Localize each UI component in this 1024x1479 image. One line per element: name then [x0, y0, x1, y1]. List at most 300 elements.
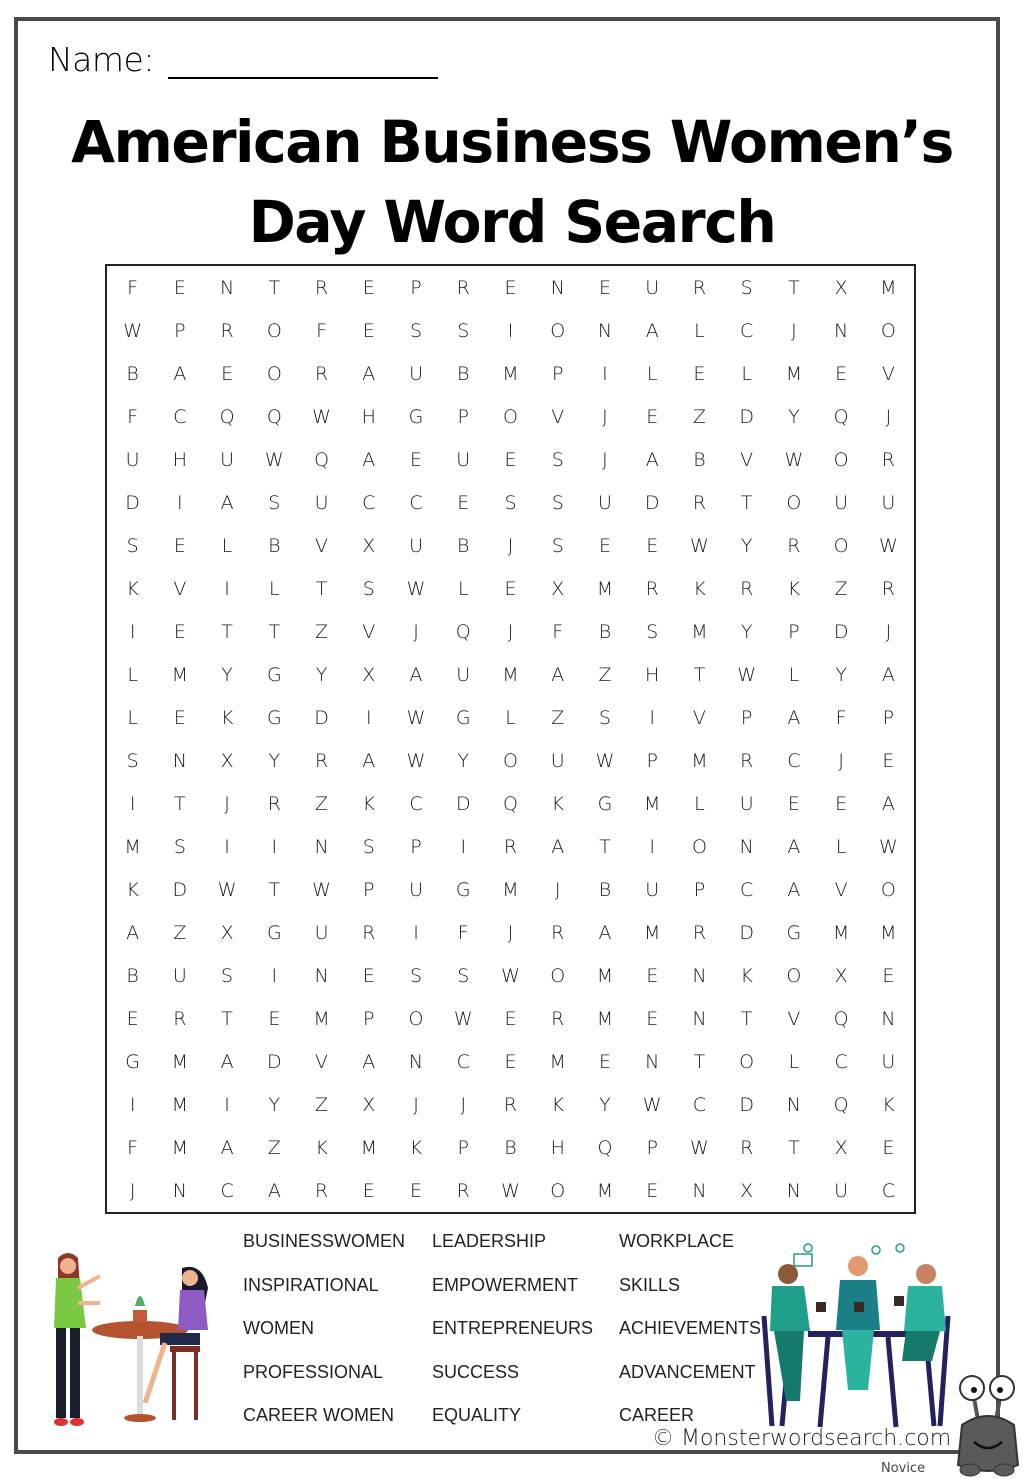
grid-letter[interactable]: U	[220, 448, 235, 471]
grid-letter[interactable]: C	[409, 491, 423, 514]
grid-letter[interactable]: Y	[457, 749, 470, 772]
grid-letter[interactable]: D	[833, 620, 849, 643]
letter-grid[interactable]	[105, 264, 916, 1214]
grid-letter[interactable]: E	[646, 964, 659, 987]
grid-letter[interactable]: T	[315, 577, 328, 600]
grid-letter[interactable]: O	[786, 964, 802, 987]
grid-letter[interactable]: E	[173, 706, 186, 729]
grid-letter[interactable]: W	[878, 835, 898, 858]
grid-letter[interactable]: I	[224, 1093, 230, 1116]
grid-letter[interactable]: S	[221, 964, 234, 987]
grid-letter[interactable]: I	[602, 362, 608, 385]
grid-letter[interactable]: E	[504, 1050, 517, 1073]
grid-letter[interactable]: J	[885, 620, 892, 643]
grid-letter[interactable]: N	[786, 1179, 801, 1202]
grid-letter[interactable]: E	[598, 276, 611, 299]
grid-letter[interactable]: M	[880, 276, 897, 299]
grid-letter[interactable]: A	[787, 878, 801, 901]
grid-letter[interactable]: C	[456, 1050, 470, 1073]
grid-letter[interactable]: E	[504, 1007, 517, 1030]
grid-letter[interactable]: M	[171, 1093, 189, 1116]
grid-letter[interactable]: L	[788, 1050, 800, 1073]
grid-letter[interactable]: X	[362, 663, 376, 686]
grid-letter[interactable]: A	[173, 362, 187, 385]
grid-letter[interactable]: W	[690, 1136, 709, 1159]
grid-letter[interactable]: X	[362, 1093, 376, 1116]
grid-letter[interactable]: E	[268, 1007, 281, 1030]
grid-letter[interactable]: N	[597, 319, 613, 342]
grid-letter[interactable]: I	[507, 319, 514, 342]
grid-letter[interactable]: E	[646, 405, 659, 428]
grid-letter[interactable]: Q	[833, 1007, 849, 1030]
grid-letter[interactable]: A	[409, 663, 423, 686]
grid-letter[interactable]: C	[409, 792, 423, 815]
grid-letter[interactable]: M	[502, 663, 519, 686]
grid-letter[interactable]: A	[362, 749, 376, 772]
grid-letter[interactable]: P	[457, 405, 469, 428]
grid-letter[interactable]: X	[551, 577, 565, 600]
grid-letter[interactable]: E	[173, 534, 186, 557]
grid-letter[interactable]: T	[221, 620, 233, 643]
grid-letter[interactable]: P	[410, 835, 422, 858]
grid-letter[interactable]: O	[880, 319, 896, 342]
grid-letter[interactable]: D	[125, 491, 140, 514]
grid-letter[interactable]: W	[453, 1007, 473, 1030]
grid-letter[interactable]: S	[362, 577, 375, 600]
grid-letter[interactable]: L	[694, 792, 705, 815]
grid-letter[interactable]: W	[406, 706, 426, 729]
grid-letter[interactable]: U	[834, 1179, 849, 1202]
grid-letter[interactable]: E	[504, 577, 517, 600]
grid-letter[interactable]: B	[268, 534, 281, 557]
grid-letter[interactable]: U	[881, 1050, 896, 1073]
grid-letter[interactable]: V	[881, 362, 895, 385]
grid-letter[interactable]: P	[740, 706, 753, 729]
grid-letter[interactable]: J	[507, 534, 514, 557]
grid-letter[interactable]: E	[646, 1179, 659, 1202]
grid-letter[interactable]: J	[413, 1093, 419, 1116]
grid-letter[interactable]: G	[125, 1050, 140, 1073]
grid-letter[interactable]: I	[460, 835, 467, 858]
grid-letter[interactable]: P	[363, 878, 375, 901]
grid-letter[interactable]: J	[885, 405, 892, 428]
grid-letter[interactable]: Q	[266, 405, 282, 428]
grid-letter[interactable]: E	[882, 749, 895, 772]
grid-letter[interactable]: N	[645, 1050, 660, 1073]
grid-letter[interactable]: N	[881, 1007, 896, 1030]
grid-letter[interactable]: T	[693, 663, 706, 686]
grid-letter[interactable]: E	[221, 362, 234, 385]
grid-letter[interactable]: I	[224, 835, 230, 858]
grid-letter[interactable]: R	[362, 921, 376, 944]
grid-letter[interactable]: U	[645, 276, 660, 299]
grid-letter[interactable]: N	[172, 749, 187, 772]
grid-letter[interactable]: Y	[599, 1093, 611, 1116]
grid-letter[interactable]: K	[740, 964, 753, 987]
grid-letter[interactable]: F	[835, 706, 847, 729]
grid-letter[interactable]: Q	[455, 620, 471, 643]
grid-letter[interactable]: E	[693, 362, 706, 385]
grid-letter[interactable]: W	[878, 534, 898, 557]
grid-letter[interactable]: X	[220, 921, 234, 944]
grid-letter[interactable]: J	[838, 749, 844, 772]
grid-letter[interactable]: O	[503, 749, 518, 772]
grid-letter[interactable]: P	[882, 706, 895, 729]
grid-letter[interactable]: M	[643, 792, 661, 815]
grid-letter[interactable]: S	[126, 534, 139, 557]
grid-letter[interactable]: S	[551, 491, 564, 514]
grid-letter[interactable]: R	[740, 577, 754, 600]
grid-letter[interactable]: R	[456, 1179, 470, 1202]
grid-letter[interactable]: J	[602, 405, 608, 428]
grid-letter[interactable]: O	[786, 491, 802, 514]
grid-letter[interactable]: W	[123, 319, 143, 342]
grid-letter[interactable]: W	[264, 448, 284, 471]
grid-letter[interactable]: Z	[692, 405, 706, 428]
grid-letter[interactable]: I	[649, 706, 655, 729]
grid-letter[interactable]: M	[313, 1007, 330, 1030]
grid-letter[interactable]: X	[834, 276, 848, 299]
grid-letter[interactable]: A	[267, 1179, 281, 1202]
grid-letter[interactable]: A	[126, 921, 140, 944]
grid-letter[interactable]: Z	[315, 620, 329, 643]
grid-letter[interactable]: G	[266, 706, 282, 729]
grid-letter[interactable]: V	[315, 1050, 329, 1073]
grid-letter[interactable]: O	[739, 1050, 755, 1073]
grid-letter[interactable]: J	[602, 448, 608, 471]
grid-letter[interactable]: H	[550, 1136, 565, 1159]
grid-letter[interactable]: M	[596, 1007, 614, 1030]
grid-letter[interactable]: E	[362, 319, 375, 342]
grid-letter[interactable]: I	[177, 491, 183, 514]
grid-letter[interactable]: T	[268, 878, 281, 901]
grid-letter[interactable]: R	[692, 491, 707, 514]
grid-letter[interactable]: I	[365, 706, 372, 729]
grid-letter[interactable]: X	[740, 1179, 754, 1202]
grid-letter[interactable]: Y	[268, 749, 281, 772]
grid-letter[interactable]: E	[173, 276, 186, 299]
grid-letter[interactable]: M	[832, 921, 850, 944]
grid-letter[interactable]: E	[173, 620, 186, 643]
grid-letter[interactable]: T	[174, 792, 186, 815]
grid-letter[interactable]: R	[645, 577, 659, 600]
grid-letter[interactable]: E	[787, 792, 800, 815]
grid-letter[interactable]: J	[507, 620, 514, 643]
grid-letter[interactable]: O	[408, 1007, 424, 1030]
grid-letter[interactable]: R	[740, 749, 754, 772]
grid-letter[interactable]: N	[692, 1179, 707, 1202]
grid-letter[interactable]: S	[409, 964, 423, 987]
grid-letter[interactable]: N	[172, 1179, 187, 1202]
grid-letter[interactable]: P	[693, 878, 706, 901]
grid-letter[interactable]: C	[740, 878, 754, 901]
grid-letter[interactable]: X	[834, 1136, 848, 1159]
grid-letter[interactable]: I	[649, 835, 655, 858]
grid-letter[interactable]: O	[266, 362, 282, 385]
grid-letter[interactable]: R	[692, 276, 707, 299]
grid-letter[interactable]: R	[456, 276, 470, 299]
grid-letter[interactable]: B	[598, 878, 612, 901]
grid-letter[interactable]: S	[740, 276, 753, 299]
grid-letter[interactable]: O	[550, 319, 566, 342]
grid-letter[interactable]: F	[316, 319, 328, 342]
grid-letter[interactable]: A	[362, 362, 376, 385]
grid-letter[interactable]: P	[174, 319, 186, 342]
grid-letter[interactable]: A	[598, 921, 612, 944]
grid-letter[interactable]: W	[737, 663, 757, 686]
grid-letter[interactable]: E	[835, 362, 848, 385]
grid-letter[interactable]: M	[596, 964, 614, 987]
grid-letter[interactable]: Q	[833, 1093, 849, 1116]
grid-letter[interactable]: G	[266, 921, 282, 944]
grid-letter[interactable]: F	[552, 620, 564, 643]
grid-letter[interactable]: G	[408, 405, 424, 428]
grid-letter[interactable]: U	[739, 792, 754, 815]
grid-letter[interactable]: M	[549, 1050, 566, 1073]
grid-letter[interactable]: V	[692, 706, 706, 729]
grid-letter[interactable]: H	[645, 663, 660, 686]
grid-letter[interactable]: C	[173, 405, 187, 428]
grid-letter[interactable]: L	[646, 362, 658, 385]
grid-letter[interactable]: A	[551, 663, 565, 686]
grid-letter[interactable]: J	[129, 1179, 136, 1202]
grid-letter[interactable]: W	[642, 1093, 662, 1116]
grid-letter[interactable]: V	[173, 577, 187, 600]
grid-letter[interactable]: R	[740, 1136, 754, 1159]
grid-letter[interactable]: A	[220, 1136, 234, 1159]
grid-letter[interactable]: B	[126, 362, 139, 385]
grid-letter[interactable]: R	[314, 276, 329, 299]
grid-letter[interactable]: A	[645, 319, 659, 342]
grid-letter[interactable]: L	[788, 663, 800, 686]
grid-letter[interactable]: D	[314, 706, 329, 729]
grid-letter[interactable]: I	[129, 620, 136, 643]
grid-letter[interactable]: R	[314, 1179, 329, 1202]
grid-letter[interactable]: X	[362, 534, 376, 557]
grid-letter[interactable]: K	[126, 878, 139, 901]
grid-letter[interactable]: M	[691, 749, 708, 772]
grid-letter[interactable]: U	[314, 491, 329, 514]
grid-letter[interactable]: H	[361, 405, 376, 428]
grid-letter[interactable]: M	[880, 921, 897, 944]
grid-letter[interactable]: O	[833, 534, 849, 557]
grid-letter[interactable]: Y	[268, 1093, 281, 1116]
grid-letter[interactable]: F	[457, 921, 469, 944]
grid-letter[interactable]: V	[362, 620, 376, 643]
grid-letter[interactable]: J	[791, 319, 797, 342]
grid-letter[interactable]: W	[217, 878, 237, 901]
grid-letter[interactable]: Y	[221, 663, 233, 686]
grid-letter[interactable]: Y	[315, 663, 328, 686]
grid-letter[interactable]: L	[694, 319, 705, 342]
grid-letter[interactable]: U	[834, 491, 849, 514]
grid-letter[interactable]: T	[740, 1007, 753, 1030]
grid-letter[interactable]: P	[410, 276, 422, 299]
grid-letter[interactable]: K	[126, 577, 139, 600]
grid-letter[interactable]: S	[504, 491, 517, 514]
grid-letter[interactable]: V	[315, 534, 329, 557]
grid-letter[interactable]: A	[362, 1050, 376, 1073]
grid-letter[interactable]: G	[455, 706, 471, 729]
grid-letter[interactable]: G	[786, 921, 802, 944]
grid-letter[interactable]: Y	[788, 405, 800, 428]
grid-letter[interactable]: N	[408, 1050, 424, 1073]
grid-letter[interactable]: E	[362, 276, 375, 299]
grid-letter[interactable]: U	[409, 534, 423, 557]
grid-letter[interactable]: O	[266, 319, 282, 342]
grid-letter[interactable]: N	[314, 835, 329, 858]
grid-letter[interactable]: Z	[598, 663, 612, 686]
grid-letter[interactable]: L	[835, 835, 847, 858]
grid-letter[interactable]: M	[171, 1050, 189, 1073]
grid-letter[interactable]: L	[741, 362, 752, 385]
grid-letter[interactable]: C	[740, 319, 754, 342]
grid-letter[interactable]: S	[551, 448, 564, 471]
grid-letter[interactable]: M	[171, 1136, 189, 1159]
grid-letter[interactable]: M	[596, 1179, 614, 1202]
grid-letter[interactable]: Q	[503, 792, 518, 815]
grid-letter[interactable]: S	[173, 835, 186, 858]
grid-letter[interactable]: E	[504, 448, 517, 471]
grid-letter[interactable]: A	[787, 835, 801, 858]
grid-letter[interactable]: P	[551, 362, 564, 385]
grid-letter[interactable]: C	[692, 1093, 707, 1116]
grid-letter[interactable]: D	[739, 405, 754, 428]
grid-letter[interactable]: X	[834, 964, 848, 987]
grid-letter[interactable]: Q	[314, 448, 330, 471]
grid-letter[interactable]: D	[739, 921, 754, 944]
grid-letter[interactable]: O	[550, 964, 566, 987]
grid-letter[interactable]: Y	[740, 534, 753, 557]
grid-letter[interactable]: T	[693, 1050, 706, 1073]
grid-letter[interactable]: Y	[835, 663, 847, 686]
grid-letter[interactable]: J	[554, 878, 561, 901]
grid-letter[interactable]: R	[503, 835, 518, 858]
grid-letter[interactable]: O	[503, 405, 518, 428]
grid-letter[interactable]: D	[739, 1093, 754, 1116]
grid-letter[interactable]: A	[787, 706, 801, 729]
grid-letter[interactable]: R	[314, 362, 329, 385]
grid-letter[interactable]: E	[457, 491, 470, 514]
grid-letter[interactable]: K	[362, 792, 376, 815]
grid-letter[interactable]: D	[455, 792, 471, 815]
grid-letter[interactable]: I	[224, 577, 230, 600]
grid-letter[interactable]: R	[220, 319, 234, 342]
grid-letter[interactable]: Z	[551, 706, 565, 729]
grid-letter[interactable]: S	[409, 319, 423, 342]
grid-letter[interactable]: U	[645, 878, 660, 901]
grid-letter[interactable]: U	[409, 362, 423, 385]
grid-letter[interactable]: K	[693, 577, 706, 600]
grid-letter[interactable]: W	[406, 577, 426, 600]
grid-letter[interactable]: R	[787, 534, 801, 557]
grid-letter[interactable]: L	[127, 663, 138, 686]
grid-letter[interactable]: Q	[219, 405, 235, 428]
grid-letter[interactable]: E	[882, 964, 895, 987]
grid-letter[interactable]: N	[834, 319, 849, 342]
grid-letter[interactable]: K	[551, 1093, 564, 1116]
grid-letter[interactable]: N	[550, 276, 565, 299]
grid-letter[interactable]: M	[360, 1136, 377, 1159]
grid-letter[interactable]: I	[129, 1093, 136, 1116]
grid-letter[interactable]: M	[502, 362, 519, 385]
grid-letter[interactable]: J	[460, 1093, 467, 1116]
grid-letter[interactable]: L	[505, 706, 516, 729]
grid-letter[interactable]: R	[881, 448, 895, 471]
grid-letter[interactable]: I	[129, 792, 136, 815]
name-write-line[interactable]	[168, 43, 438, 79]
grid-letter[interactable]: I	[271, 964, 278, 987]
grid-letter[interactable]: O	[880, 878, 896, 901]
grid-letter[interactable]: N	[219, 276, 235, 299]
grid-letter[interactable]: U	[881, 491, 896, 514]
grid-letter[interactable]: J	[413, 620, 419, 643]
grid-letter[interactable]: U	[550, 749, 565, 772]
grid-letter[interactable]: W	[312, 878, 331, 901]
grid-letter[interactable]: A	[881, 663, 895, 686]
grid-letter[interactable]: E	[882, 1136, 895, 1159]
grid-letter[interactable]: Z	[173, 921, 187, 944]
grid-letter[interactable]: T	[268, 276, 281, 299]
grid-letter[interactable]: I	[271, 835, 278, 858]
grid-letter[interactable]: B	[126, 964, 139, 987]
grid-letter[interactable]: A	[220, 1050, 234, 1073]
grid-letter[interactable]: M	[124, 835, 141, 858]
grid-letter[interactable]: W	[501, 964, 520, 987]
grid-letter[interactable]: D	[644, 491, 660, 514]
grid-letter[interactable]: E	[504, 276, 517, 299]
grid-letter[interactable]: S	[598, 706, 611, 729]
grid-letter[interactable]: M	[596, 577, 614, 600]
grid-letter[interactable]: E	[646, 534, 659, 557]
grid-letter[interactable]: Z	[267, 1136, 281, 1159]
grid-letter[interactable]: C	[362, 491, 376, 514]
grid-letter[interactable]: C	[834, 1050, 848, 1073]
grid-letter[interactable]: D	[172, 878, 188, 901]
grid-letter[interactable]: M	[502, 878, 519, 901]
grid-letter[interactable]: E	[646, 1007, 659, 1030]
grid-letter[interactable]: R	[503, 1093, 518, 1116]
grid-letter[interactable]: D	[267, 1050, 282, 1073]
grid-letter[interactable]: Z	[315, 1093, 329, 1116]
grid-letter[interactable]: R	[551, 1007, 565, 1030]
grid-letter[interactable]: R	[881, 577, 895, 600]
grid-letter[interactable]: E	[362, 964, 375, 987]
grid-letter[interactable]: E	[126, 1007, 139, 1030]
grid-letter[interactable]: T	[740, 491, 753, 514]
grid-letter[interactable]: W	[501, 1179, 520, 1202]
grid-letter[interactable]: K	[220, 706, 234, 729]
grid-letter[interactable]: R	[314, 749, 329, 772]
grid-letter[interactable]: X	[220, 749, 234, 772]
grid-letter[interactable]: J	[507, 921, 514, 944]
grid-letter[interactable]: U	[456, 663, 471, 686]
grid-letter[interactable]: T	[268, 620, 281, 643]
grid-letter[interactable]: F	[127, 1136, 139, 1159]
grid-letter[interactable]: R	[692, 921, 707, 944]
grid-letter[interactable]: P	[646, 1136, 658, 1159]
grid-letter[interactable]: M	[785, 362, 803, 385]
grid-letter[interactable]: C	[787, 749, 801, 772]
grid-letter[interactable]: R	[551, 921, 565, 944]
grid-letter[interactable]: A	[220, 491, 234, 514]
grid-letter[interactable]: W	[784, 448, 804, 471]
grid-letter[interactable]: L	[457, 577, 469, 600]
grid-letter[interactable]: S	[362, 835, 375, 858]
grid-letter[interactable]: G	[455, 878, 471, 901]
grid-letter[interactable]: V	[740, 448, 754, 471]
grid-letter[interactable]: L	[127, 706, 138, 729]
